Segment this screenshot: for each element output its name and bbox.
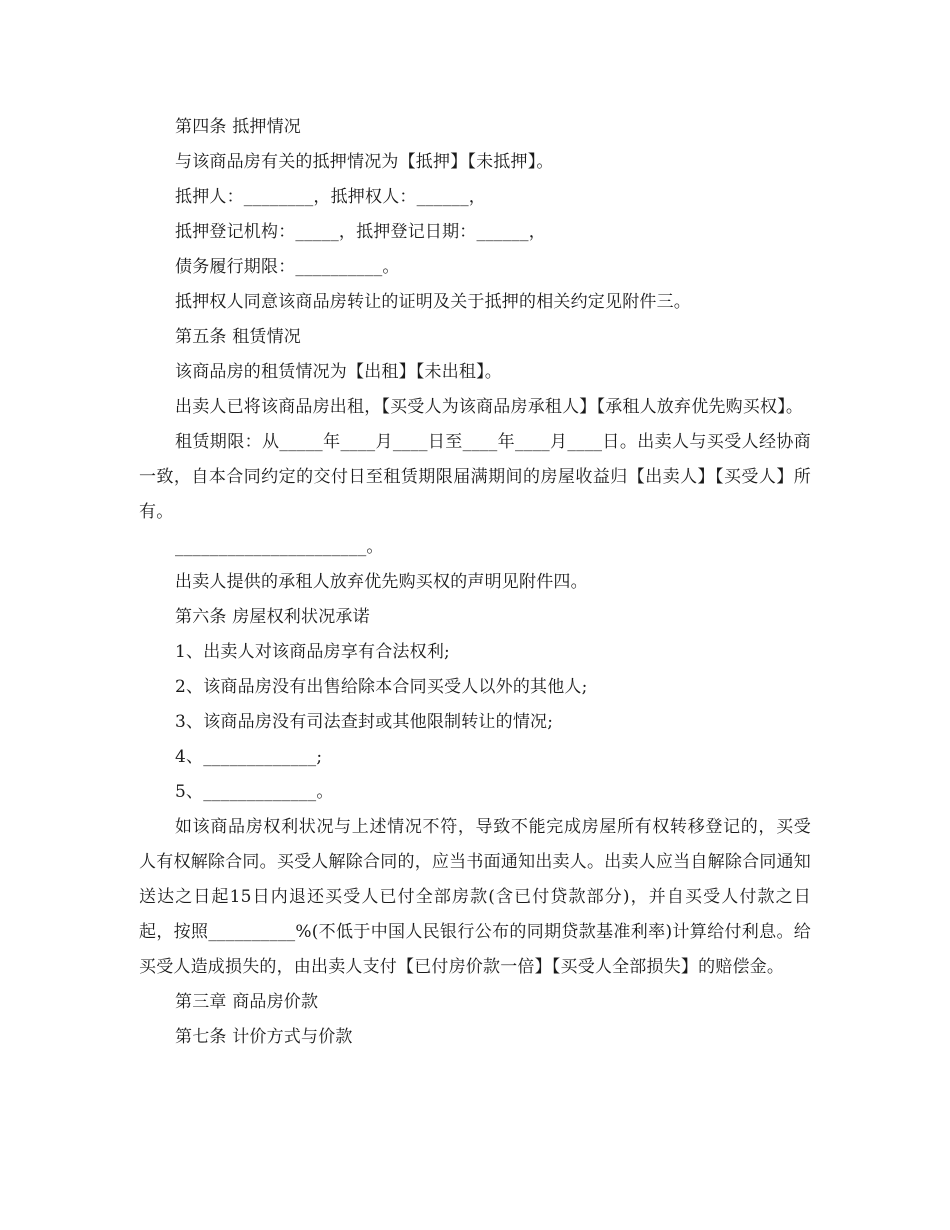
mortgage-registry-line: 抵押登记机构：_____，抵押登记日期：______， — [175, 222, 546, 242]
chapter-3-heading: 第三章 商品房价款 — [175, 992, 319, 1012]
article-6-heading: 第六条 房屋权利状况承诺 — [175, 607, 370, 627]
article-7-heading: 第七条 计价方式与价款 — [175, 1027, 353, 1047]
tenant-waiver-line: 出卖人提供的承租人放弃优先购买权的声明见附件四。 — [175, 572, 588, 592]
debt-term-line: 债务履行期限：__________。 — [175, 257, 400, 277]
mortgage-status-line: 与该商品房有关的抵押情况为【抵押】【未抵押】。 — [175, 152, 554, 172]
lease-paragraph: 出卖人已将该商品房出租，【买受人为该商品房承租人】【承租人放弃优先购买权】。 — [175, 397, 804, 417]
mortgagor-line: 抵押人：________，抵押权人：______， — [175, 187, 486, 207]
article-4-heading: 第四条 抵押情况 — [175, 117, 302, 137]
commitment-item-4: 4、_____________; — [175, 747, 323, 767]
commitment-item-1: 1、出卖人对该商品房享有合法权利; — [175, 642, 450, 662]
commitment-item-5: 5、_____________。 — [175, 782, 334, 802]
lease-term-paragraph: 租赁期限：从_____年____月____日至____年____月____日。出卖人与买受人经协商一致，自本合同约定的交付日至租赁期限届满期间的房屋收益归【出卖人】【买受人】所有。 — [139, 432, 811, 522]
article-5-heading: 第五条 租赁情况 — [175, 327, 302, 347]
mortgage-consent-line: 抵押权人同意该商品房转让的证明及关于抵押的相关约定见附件三。 — [175, 292, 691, 312]
blank-line: ______________________。 — [175, 537, 384, 557]
document-page — [139, 110, 811, 1055]
commitment-item-3: 3、该商品房没有司法查封或其他限制转让的情况; — [175, 712, 554, 732]
commitment-item-2: 2、该商品房没有出售给除本合同买受人以外的其他人; — [175, 677, 588, 697]
breach-paragraph: 如该商品房权利状况与上述情况不符，导致不能完成房屋所有权转移登记的，买受人有权解除合同。买受人解除合同的，应当书面通知出卖人。出卖人应当自解除合同通知送达之日起15日内退还买受人已付全部房款(含已付贷款部分)，并自买受人付款之日起，按照__________%(不低于中国人民银行公布的同期贷款基准利率)计算给付利息。给买受人造成损失的，由出卖人支付【已付房价款一倍】【买受人全部损失】的赔偿金。 — [139, 817, 811, 977]
lease-status-line: 该商品房的租赁情况为【出租】【未出租】。 — [175, 362, 502, 382]
